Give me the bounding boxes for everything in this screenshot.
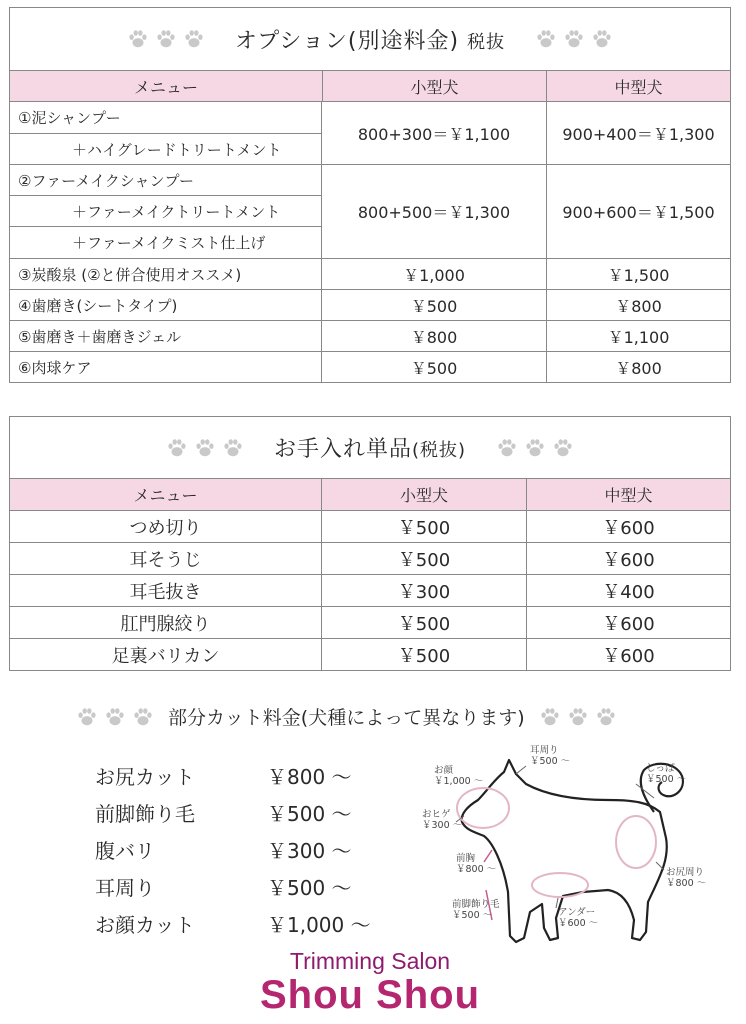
partial-cut-title: 部分カット料金(犬種によって異なります)	[168, 707, 525, 729]
option-price-medium: 900+400＝￥1,300	[546, 102, 730, 165]
paw-icon	[183, 28, 205, 50]
paw-icon	[155, 28, 177, 50]
cut-item-price: ￥300 〜	[267, 839, 352, 863]
paw-icon	[595, 706, 617, 728]
care-price-small: ￥500	[321, 639, 526, 670]
header-small-dog: 小型犬	[322, 71, 546, 101]
option-price-small: ￥800	[322, 321, 546, 352]
care-item-name: 耳毛抜き	[129, 581, 202, 603]
paw-prints-left	[127, 28, 205, 50]
paw-icon	[539, 706, 561, 728]
diagram-label-butt: お尻周り ￥800 〜	[666, 867, 707, 889]
diagram-label-whiskers: おヒゲ ￥300 〜	[422, 809, 463, 831]
header-menu: メニュー	[133, 486, 198, 505]
diagram-label-chest: 前胸 ￥800 〜	[456, 853, 497, 875]
paw-icon	[552, 437, 574, 459]
header-medium-dog: 中型犬	[526, 479, 730, 510]
cut-item-name: お尻カット	[95, 765, 195, 789]
option-price-small: ￥500	[322, 290, 546, 321]
option-price-small: 800+300＝￥1,100	[322, 102, 546, 165]
partial-cut-list	[95, 760, 371, 939]
paw-icon	[222, 437, 244, 459]
diagram-label-under: アンダー ￥600 〜	[558, 907, 599, 929]
option-line: ⑤歯磨き＋歯磨きジェル	[10, 321, 322, 352]
paw-prints-right	[535, 28, 613, 50]
option-line: ＋ファーメイクトリートメント	[10, 196, 322, 227]
care-price-medium: ￥400	[526, 575, 730, 606]
option-price-medium: ￥800	[546, 290, 730, 321]
header-small-dog: 小型犬	[321, 479, 526, 510]
care-item-name: 耳そうじ	[129, 549, 202, 571]
option-line: ③炭酸泉 (②と併合使用オススメ)	[10, 259, 322, 290]
brand-tagline: Trimming Salon	[289, 948, 451, 974]
paw-prints-right	[496, 437, 574, 459]
care-item-name: つめ切り	[129, 517, 202, 539]
cut-item-name: 腹バリ	[95, 839, 155, 863]
option-price-small: 800+500＝￥1,300	[322, 165, 546, 259]
brand-logo: Shou Shou	[259, 973, 481, 1017]
option-price-small: ￥1,000	[322, 259, 546, 290]
paw-prints-left	[166, 437, 244, 459]
care-price-small: ￥300	[321, 575, 526, 606]
options-title-bar	[10, 8, 730, 71]
option-price-medium: ￥800	[546, 352, 730, 382]
option-price-medium: ￥1,100	[546, 321, 730, 352]
cut-item-name: お顔カット	[95, 913, 195, 937]
care-price-medium: ￥600	[526, 639, 730, 670]
cut-item-name: 前脚飾り毛	[95, 802, 195, 826]
care-price-small: ￥500	[321, 543, 526, 574]
paw-icon	[496, 437, 518, 459]
option-price-small: ￥500	[410, 358, 458, 378]
dog-diagram	[408, 742, 728, 952]
care-price-medium: ￥600	[526, 607, 730, 638]
care-row	[10, 639, 730, 670]
paw-icon	[127, 28, 149, 50]
care-title: お手入れ単品	[273, 437, 412, 462]
cut-item-price: ￥500 〜	[267, 876, 352, 900]
diagram-label-foreleg: 前脚飾り毛 ￥500 〜	[452, 899, 500, 921]
paw-icon	[535, 28, 557, 50]
paw-prints-right	[539, 706, 617, 728]
options-header-row	[10, 71, 730, 102]
option-price-medium: ￥1,500	[546, 259, 730, 290]
paw-icon	[166, 437, 188, 459]
paw-prints-left	[76, 706, 154, 728]
option-price-medium: 900+600＝￥1,500	[546, 165, 730, 259]
paw-icon	[567, 706, 589, 728]
diagram-label-face: お顔 ￥1,000 〜	[434, 765, 484, 787]
care-price-small: ￥500	[321, 511, 526, 542]
option-line: ＋ファーメイクミスト仕上げ	[10, 227, 322, 259]
paw-icon	[563, 28, 585, 50]
diagram-label-tail: しっぽ ￥500 〜	[646, 763, 687, 785]
care-row	[10, 607, 730, 639]
care-header-row	[10, 479, 730, 511]
care-row	[10, 543, 730, 575]
options-title: オプション(別途料金)	[234, 28, 460, 54]
paw-icon	[194, 437, 216, 459]
care-title-bar	[10, 417, 730, 479]
cut-item-price: ￥800 〜	[267, 765, 352, 789]
care-row	[10, 575, 730, 607]
options-table	[9, 7, 731, 383]
paw-icon	[524, 437, 546, 459]
paw-icon	[76, 706, 98, 728]
options-body	[10, 102, 730, 382]
care-price-small: ￥500	[321, 607, 526, 638]
option-line: ②ファーメイクシャンプー	[10, 165, 322, 196]
paw-icon	[104, 706, 126, 728]
option-line: ＋ハイグレードトリートメント	[10, 134, 322, 165]
diagram-label-ear: 耳周り ￥500 〜	[530, 745, 571, 767]
care-price-medium: ￥600	[526, 511, 730, 542]
paw-icon	[132, 706, 154, 728]
paw-icon	[591, 28, 613, 50]
header-medium-dog: 中型犬	[546, 71, 730, 101]
care-price-medium: ￥600	[526, 543, 730, 574]
care-row	[10, 511, 730, 543]
options-title-suffix: 税抜	[467, 31, 506, 53]
care-table	[9, 416, 731, 671]
cut-item-name: 耳周り	[95, 876, 155, 900]
partial-cut-title-bar	[76, 703, 676, 730]
care-item-name: 肛門腺絞り	[120, 613, 211, 635]
option-line: ④歯磨き(シートタイプ)	[10, 290, 322, 321]
cut-item-price: ￥1,000 〜	[267, 913, 371, 937]
option-line: ①泥シャンプー	[10, 102, 322, 134]
option-line: ⑥肉球ケア	[10, 352, 322, 382]
header-menu: メニュー	[133, 77, 198, 97]
care-title-suffix: (税抜)	[411, 440, 467, 461]
care-item-name: 足裏バリカン	[111, 645, 220, 667]
cut-item-price: ￥500 〜	[267, 802, 352, 826]
